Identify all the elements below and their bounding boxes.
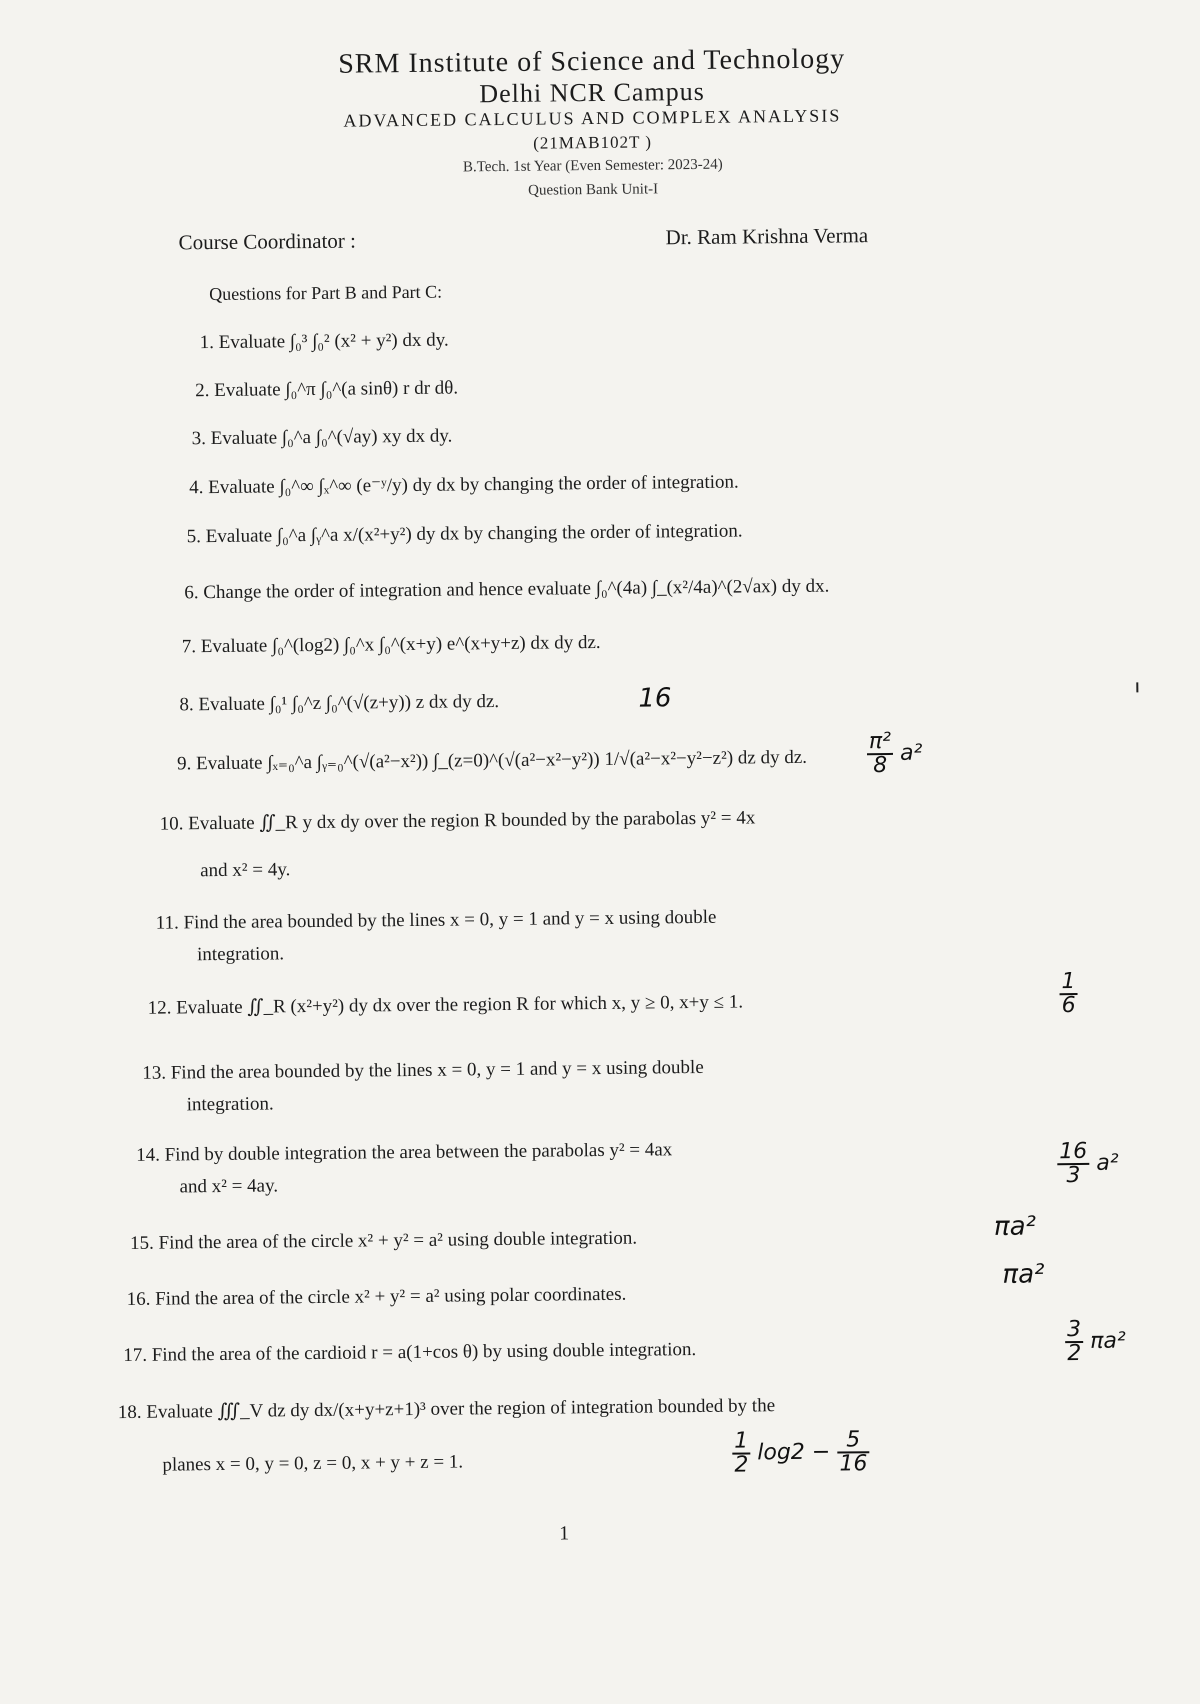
answer-numerator: 3	[1065, 1319, 1083, 1343]
question-bank-unit: Question Bank Unit-I	[528, 181, 659, 199]
question-10-cont: and x² = 4y.	[200, 859, 291, 882]
question-11-cont: integration.	[196, 943, 285, 966]
answer-denominator: 3	[1066, 1162, 1081, 1189]
handwritten-answer-17	[1065, 1316, 1126, 1367]
answer-numerator: 1	[1059, 971, 1077, 995]
course-code: (21MAB102T )	[533, 132, 653, 153]
question-18	[118, 1394, 775, 1424]
question-number: 2.	[195, 380, 210, 402]
answer-tail: a²	[899, 740, 923, 766]
question-text: Evaluate ∭_V dz dy dx/(x+y+z+1)³ over the region of integration bounded by the	[146, 1395, 776, 1423]
question-2	[195, 377, 458, 402]
question-8	[179, 691, 499, 716]
answer-denominator: 8	[873, 752, 888, 779]
question-text: Evaluate ∬_R (x²+y²) dy dx over the region R for which x, y ≥ 0, x+y ≤ 1.	[176, 991, 744, 1019]
question-text: Evaluate ∬_R y dx dy over the region R bounded by the parabolas y² = 4x	[188, 807, 756, 835]
question-number: 16.	[126, 1288, 151, 1310]
question-number: 15.	[129, 1232, 154, 1254]
answer-numerator: 16	[1057, 1141, 1089, 1165]
question-number: 9.	[176, 753, 192, 775]
coordinator-name: Dr. Ram Krishna Verma	[665, 223, 869, 250]
question-14	[136, 1139, 672, 1167]
handwritten-answer-12	[1059, 971, 1077, 1017]
question-3	[192, 426, 453, 451]
question-7	[182, 632, 601, 658]
question-number: 8.	[179, 694, 194, 716]
question-13	[142, 1057, 704, 1085]
question-number: 13.	[142, 1062, 167, 1084]
question-14-cont: and x² = 4ay.	[179, 1175, 279, 1198]
question-number: 18.	[117, 1401, 142, 1424]
margin-mark	[1136, 682, 1138, 692]
question-text: Evaluate ∫₀^a ∫ᵧ^a x/(x²+y²) dy dx by changing the order of integration.	[205, 520, 743, 548]
question-9	[177, 746, 807, 776]
question-text: Evaluate ∫₀^a ∫₀^(√ay) xy dx dy.	[210, 425, 453, 450]
handwritten-answer-16: πa²	[1002, 1259, 1045, 1290]
year-semester: B.Tech. 1st Year (Even Semester: 2023-24)	[462, 156, 723, 176]
handwritten-answer-15: πa²	[993, 1211, 1037, 1242]
coordinator-label: Course Coordinator :	[178, 228, 357, 255]
question-text: Find by double integration the area between the parabolas y² = 4ax	[164, 1139, 673, 1166]
answer-tail: a²	[1096, 1150, 1119, 1176]
handwritten-answer-8: 16	[638, 683, 672, 714]
page-number: 1	[559, 1522, 570, 1545]
question-6	[184, 576, 829, 605]
question-10	[160, 806, 756, 835]
question-number: 4.	[189, 477, 204, 499]
handwritten-answer-18	[732, 1429, 869, 1476]
question-number: 12.	[147, 997, 172, 1019]
question-5	[187, 520, 743, 548]
question-12	[148, 991, 744, 1020]
answer-numerator: 1	[732, 1430, 750, 1454]
question-text: Find the area of the circle x² + y² = a² using polar coordinates.	[155, 1283, 627, 1310]
handwritten-answer-9	[867, 728, 923, 779]
question-text: Find the area of the cardioid r = a(1+cos θ) by using double integration.	[151, 1339, 697, 1366]
answer-numerator: 5	[837, 1429, 869, 1453]
question-text: Find the area bounded by the lines x = 0, y = 1 and y = x using double	[183, 906, 717, 934]
answer-middle: log2 −	[757, 1439, 831, 1466]
question-text: Find the area of the circle x² + y² = a² using double integration.	[158, 1227, 638, 1254]
question-text: Evaluate ∫₀^∞ ∫ₓ^∞ (e⁻ʸ/y) dy dx by changing the order of integration.	[208, 471, 739, 499]
question-text: Evaluate ∫₀³ ∫₀² (x² + y²) dx dy.	[218, 329, 449, 353]
question-number: 14.	[136, 1144, 161, 1166]
question-number: 17.	[123, 1344, 148, 1367]
answer-numerator: π²	[867, 731, 893, 755]
section-title: Questions for Part B and Part C:	[209, 281, 443, 305]
answer-denominator: 2	[734, 1452, 749, 1478]
institute-name: SRM Institute of Science and Technology	[338, 43, 846, 80]
question-11	[156, 907, 717, 935]
question-text: Evaluate ∫₀^π ∫₀^(a sinθ) r dr dθ.	[214, 377, 459, 402]
question-13-cont: integration.	[186, 1093, 274, 1116]
question-4	[189, 471, 739, 500]
answer-denominator: 2	[1067, 1340, 1082, 1367]
course-title: ADVANCED CALCULUS AND COMPLEX ANALYSIS	[343, 105, 842, 131]
handwritten-answer-14	[1057, 1138, 1119, 1189]
question-number: 5.	[186, 526, 202, 548]
question-number: 3.	[191, 428, 207, 450]
question-number: 10.	[159, 813, 184, 835]
question-text: Find the area bounded by the lines x = 0, y = 1 and y = x using double	[170, 1056, 704, 1084]
question-1	[200, 330, 449, 355]
question-15	[130, 1228, 637, 1255]
question-text: Evaluate ∫₀^(log2) ∫₀^x ∫₀^(x+y) e^(x+y+z) dx dy dz.	[200, 631, 601, 658]
answer-denominator: 6	[1061, 993, 1076, 1019]
question-17	[123, 1339, 696, 1367]
question-text: Evaluate ∫₀¹ ∫₀^z ∫₀^(√(z+y)) z dx dy dz.	[198, 691, 500, 716]
question-number: 1.	[199, 332, 215, 354]
question-number: 6.	[184, 582, 199, 604]
question-text: Change the order of integration and hence evaluate ∫₀^(4a) ∫_(x²/4a)^(2√ax) dy dx.	[203, 575, 830, 604]
campus-name: Delhi NCR Campus	[479, 76, 705, 109]
answer-denominator: 16	[839, 1451, 868, 1477]
question-number: 7.	[181, 636, 197, 658]
question-number: 11.	[155, 912, 179, 934]
answer-tail: πa²	[1090, 1328, 1126, 1354]
question-16	[127, 1284, 627, 1311]
question-text: Evaluate ∫ₓ₌₀^a ∫ᵧ₌₀^(√(a²−x²)) ∫_(z=0)^(√(a²−x²−y²)) 1/√(a²−x²−y²−z²) dz dy dz.	[195, 746, 808, 775]
question-18-cont: planes x = 0, y = 0, z = 0, x + y + z = 1.	[162, 1451, 464, 1476]
